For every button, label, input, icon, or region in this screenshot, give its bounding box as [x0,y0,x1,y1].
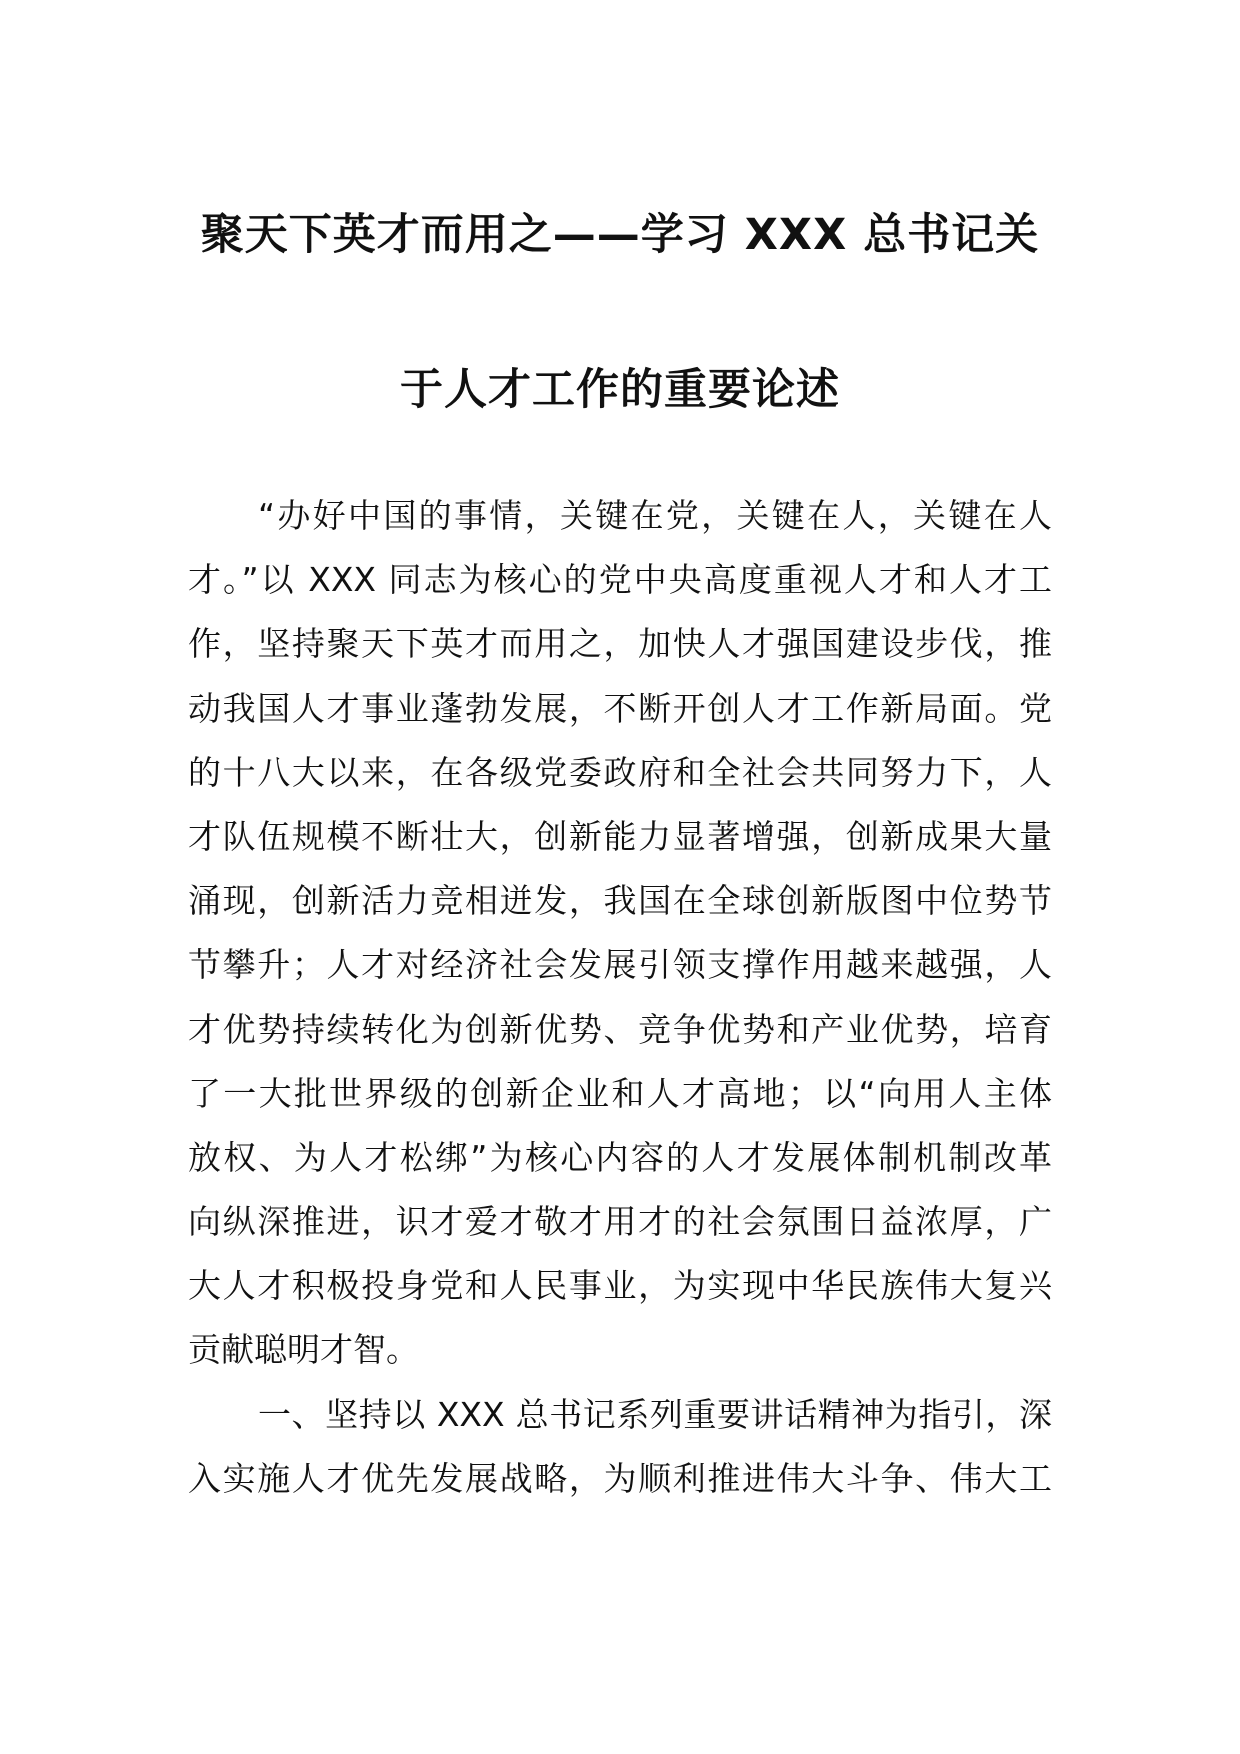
paragraph-line: 贡献聪明才智。 [188,1330,419,1370]
paragraph-line: 的十八大以来，在各级党委政府和全社会共同努力下，人 [188,752,1052,792]
paragraph-line: 作，坚持聚天下英才而用之，加快人才强国建设步伐，推 [188,624,1052,664]
paragraph-line: 入实施人才优先发展战略，为顺利推进伟大斗争、伟大工 [188,1458,1052,1498]
paragraph-line: 涌现，创新活力竞相迸发，我国在全球创新版图中位势节 [188,881,1052,921]
paragraph-line: 放权、为人才松绑”为核心内容的人才发展体制机制改革 [188,1137,1052,1177]
paragraph-line: 节攀升；人才对经济社会发展引领支撑作用越来越强，人 [188,945,1052,985]
paragraph-line: 大人才积极投身党和人民事业，为实现中华民族伟大复兴 [188,1266,1052,1306]
paragraph-2 [188,1383,1052,1511]
paragraph-line: 一、坚持以 XXX 总书记系列重要讲话精神为指引，深 [258,1394,1052,1434]
paragraph-line: “办好中国的事情，关键在党，关键在人，关键在人 [258,496,1052,535]
paragraph-line: 才。”以 XXX 同志为核心的党中央高度重视人才和人才工 [188,560,1052,600]
paragraph-line: 了一大批世界级的创新企业和人才高地；以“向用人主体 [188,1073,1052,1113]
document-body [188,484,1052,1511]
paragraph-1 [188,484,1052,1383]
paragraph-line: 才优势持续转化为创新优势、竞争优势和产业优势，培育 [188,1009,1052,1049]
paragraph-line: 才队伍规模不断壮大，创新能力显著增强，创新成果大量 [188,816,1052,856]
document-title-line-1: 聚天下英才而用之——学习 XXX 总书记关 [200,210,1040,260]
document-title-line-2: 于人才工作的重要论述 [400,365,840,415]
paragraph-line: 动我国人才事业蓬勃发展，不断开创人才工作新局面。党 [188,688,1052,728]
paragraph-line: 向纵深推进，识才爱才敬才用才的社会氛围日益浓厚，广 [188,1202,1052,1242]
